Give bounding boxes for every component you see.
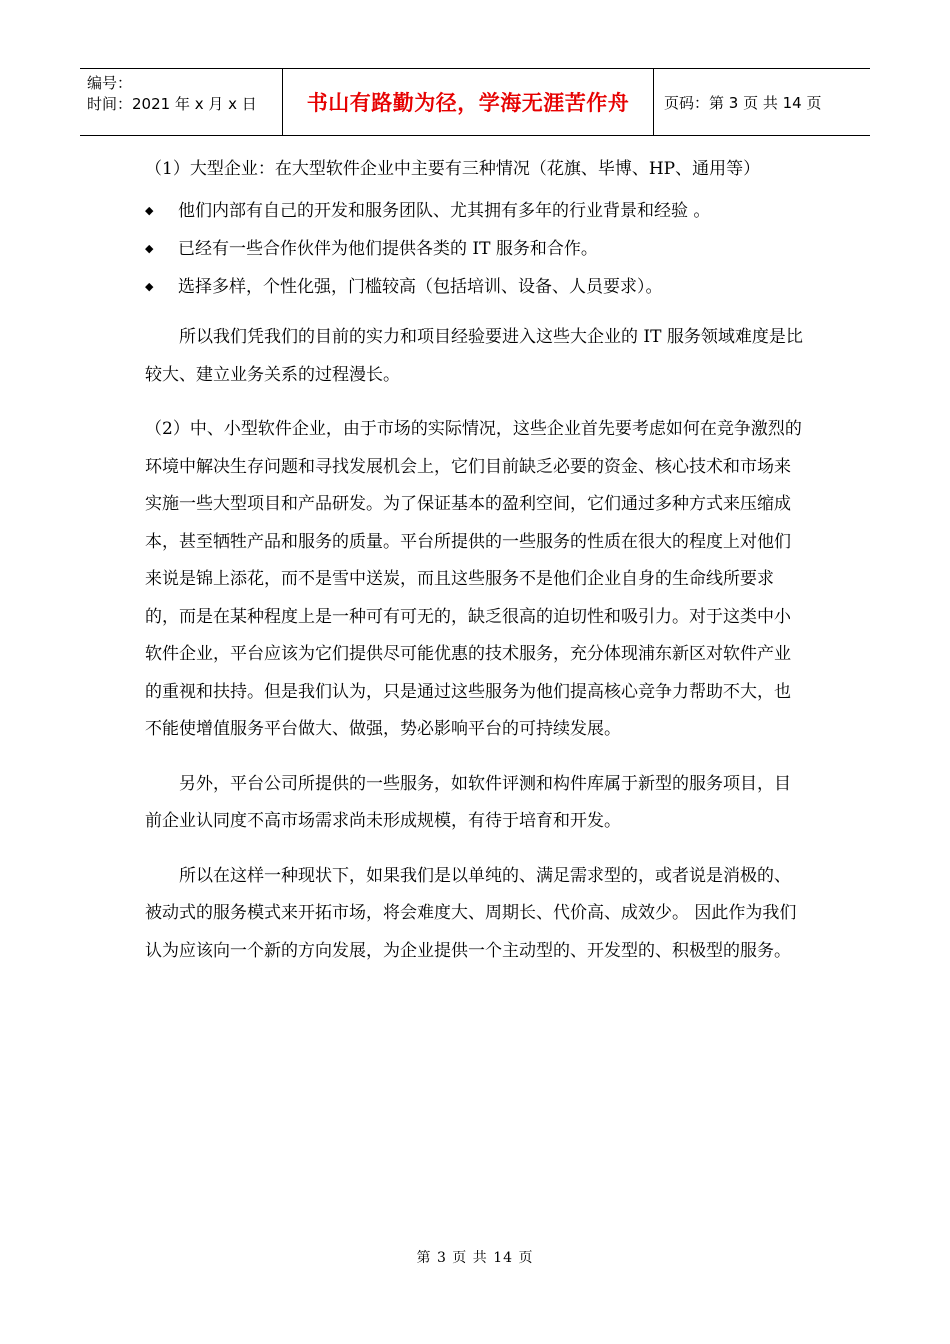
bullet-item xyxy=(145,201,805,221)
header-page-info: 页码：第 3 页 共 14 页 xyxy=(664,93,822,112)
diamond-bullet-icon: ◆ xyxy=(145,204,154,217)
bullet-list xyxy=(145,201,805,297)
doc-number-label: 编号： xyxy=(87,74,133,92)
header-meta xyxy=(80,69,282,135)
paragraph-new-services: 另外，平台公司所提供的一些服务，如软件评测和构件库属于新型的服务项目，目前企业认同度不高市场需求尚未形成规模，有待于培育和开发。 xyxy=(145,773,791,831)
bullet-text: 选择多样，个性化强，门槛较高（包括培训、设备、人员要求）。 xyxy=(178,277,663,297)
header-motto: 书山有路勤为径，学海无涯苦作舟 xyxy=(282,69,654,135)
document-body xyxy=(145,156,805,987)
paragraph-small-enterprise: （2）中、小型软件企业，由于市场的实际情况，这些企业首先要考虑如何在竞争激烈的环境中解决生存问题和寻找发展机会上，它们目前缺乏必要的资金、核心技术和市场来实施一些大型项目和产品研发。为了保证基本的盈利空间，它们通过多种方式来压缩成本，甚至牺牲产品和服务的质量。平台所提供的一些服务的性质在很大的程度上对他们来说是锦上添花，而不是雪中送炭，而且这些服务不是他们企业自身的生命线所要求的，而是在某种程度上是一种可有可无的，缺乏很高的迫切性和吸引力。对于这类中小软件企业，平台应该为它们提供尽可能优惠的技术服务，充分体现浦东新区对软件产业的重视和扶持。但是我们认为，只是通过这些服务为他们提高核心竞争力帮助不大，也不能使增值服务平台做大、做强，势必影响平台的可持续发展。 xyxy=(145,419,802,739)
intro-paragraph: （1）大型企业：在大型软件企业中主要有三种情况（花旗、毕博、HP、通用等） xyxy=(145,159,761,179)
bullet-item xyxy=(145,277,805,297)
date-label: 时间：2021 年 x 月 x 日 xyxy=(87,95,257,113)
page-header xyxy=(80,68,870,136)
diamond-bullet-icon: ◆ xyxy=(145,280,154,293)
paragraph-large-enterprise-conclusion: 所以我们凭我们的目前的实力和项目经验要进入这些大企业的 IT 服务领域难度是比较大、建立业务关系的过程漫长。 xyxy=(145,327,803,385)
bullet-text: 已经有一些合作伙伴为他们提供各类的 IT 服务和合作。 xyxy=(178,239,598,259)
bullet-item xyxy=(145,239,805,259)
page-footer: 第 3 页 共 14 页 xyxy=(416,1250,534,1266)
paragraph-conclusion: 所以在这样一种现状下，如果我们是以单纯的、满足需求型的，或者说是消极的、被动式的服务模式来开拓市场，将会难度大、周期长、代价高、成效少。 因此作为我们认为应该向一个新的方向发展，为企业提供一个主动型的、开发型的、积极型的服务。 xyxy=(145,865,797,961)
bullet-text: 他们内部有自己的开发和服务团队、尤其拥有多年的行业背景和经验 。 xyxy=(178,201,711,221)
diamond-bullet-icon: ◆ xyxy=(145,242,154,255)
